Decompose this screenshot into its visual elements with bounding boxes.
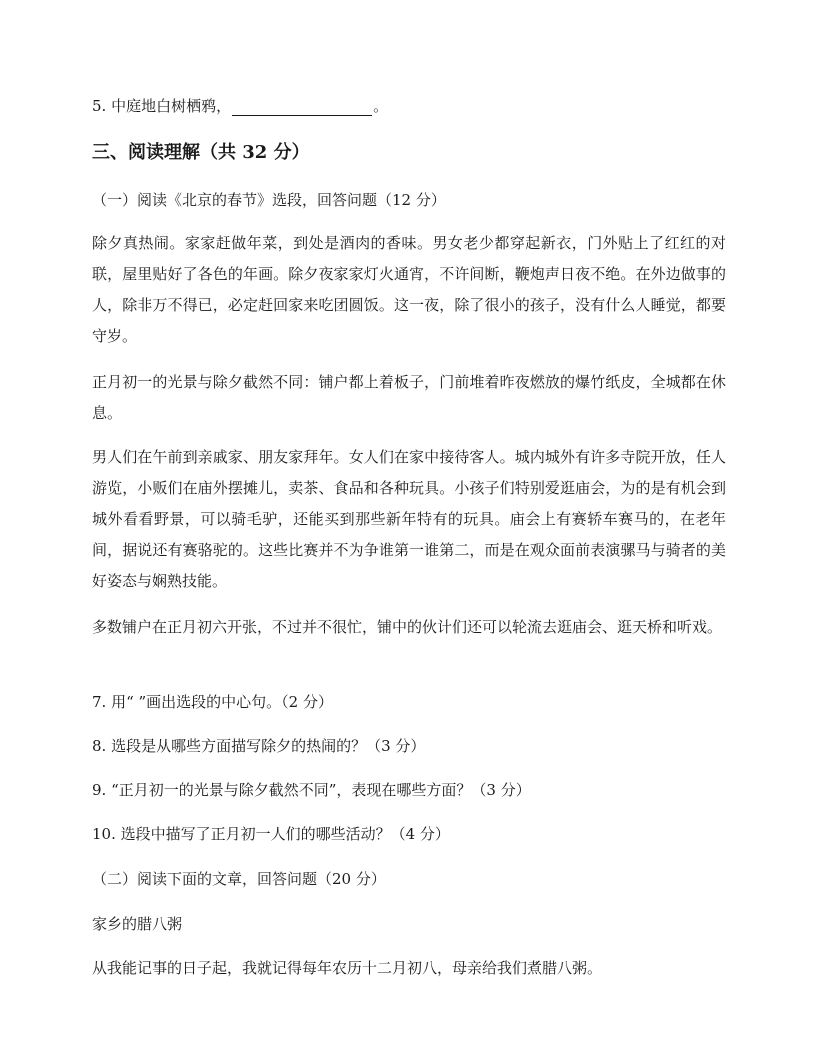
- passage-paragraph-1: 除夕真热闹。家家赶做年菜，到处是酒肉的香味。男女老少都穿起新衣，门外贴上了红红的对联，屋里贴好了各色的年画。除夕夜家家灯火通宵，不许间断，鞭炮声日夜不绝。在外边做事的人，除非万不得已，必定赶回家来吃团圆饭。这一夜，除了很小的孩子，没有什么人睡觉，都要守岁。: [92, 234, 726, 345]
- question-7: 7. 用“ ”画出选段的中心句。（2 分）: [92, 693, 333, 711]
- passage-paragraph-3: 男人们在午前到亲戚家、朋友家拜年。女人们在家中接待客人。城内城外有许多寺院开放，任人游览，小贩们在庙外摆摊儿，卖茶、食品和各种玩具。小孩子们特别爱逛庙会，为的是有机会到城外看看野景，可以骑毛驴，还能买到那些新年特有的玩具。庙会上有赛轿车赛马的，在老年间，据说还有赛骆驼的。这些比赛并不为争谁第一谁第二，而是在观众面前表演骡马与骑者的美好姿态与娴熟技能。: [92, 448, 726, 590]
- article-title: 家乡的腊八粥: [92, 915, 183, 933]
- question-5: [92, 96, 388, 116]
- part-1-instruction: （一）阅读《北京的春节》选段，回答问题（12 分）: [92, 191, 446, 209]
- question-8: 8. 选段是从哪些方面描写除夕的热闹的？（3 分）: [92, 737, 426, 755]
- article-paragraph-1: 从我能记事的日子起，我就记得每年农历十二月初八，母亲给我们煮腊八粥。: [92, 959, 603, 977]
- question-5-prefix: 5. 中庭地白树栖鸦，: [92, 97, 232, 115]
- question-5-suffix: 。: [373, 97, 389, 115]
- section-heading: 三、阅读理解（共 32 分）: [92, 142, 310, 163]
- question-9: 9. “正月初一的光景与除夕截然不同”，表现在哪些方面？（3 分）: [92, 781, 531, 799]
- answer-blank[interactable]: [232, 100, 372, 116]
- question-10: 10. 选段中描写了正月初一人们的哪些活动？（4 分）: [92, 825, 450, 843]
- passage-paragraph-4: 多数铺户在正月初六开张，不过并不很忙，铺中的伙计们还可以轮流去逛庙会、逛天桥和听戏。: [92, 618, 723, 636]
- passage-paragraph-2: 正月初一的光景与除夕截然不同：铺户都上着板子，门前堆着昨夜燃放的爆竹纸皮，全城都在休息。: [92, 373, 726, 422]
- part-2-instruction: （二）阅读下面的文章，回答问题（20 分）: [92, 870, 386, 888]
